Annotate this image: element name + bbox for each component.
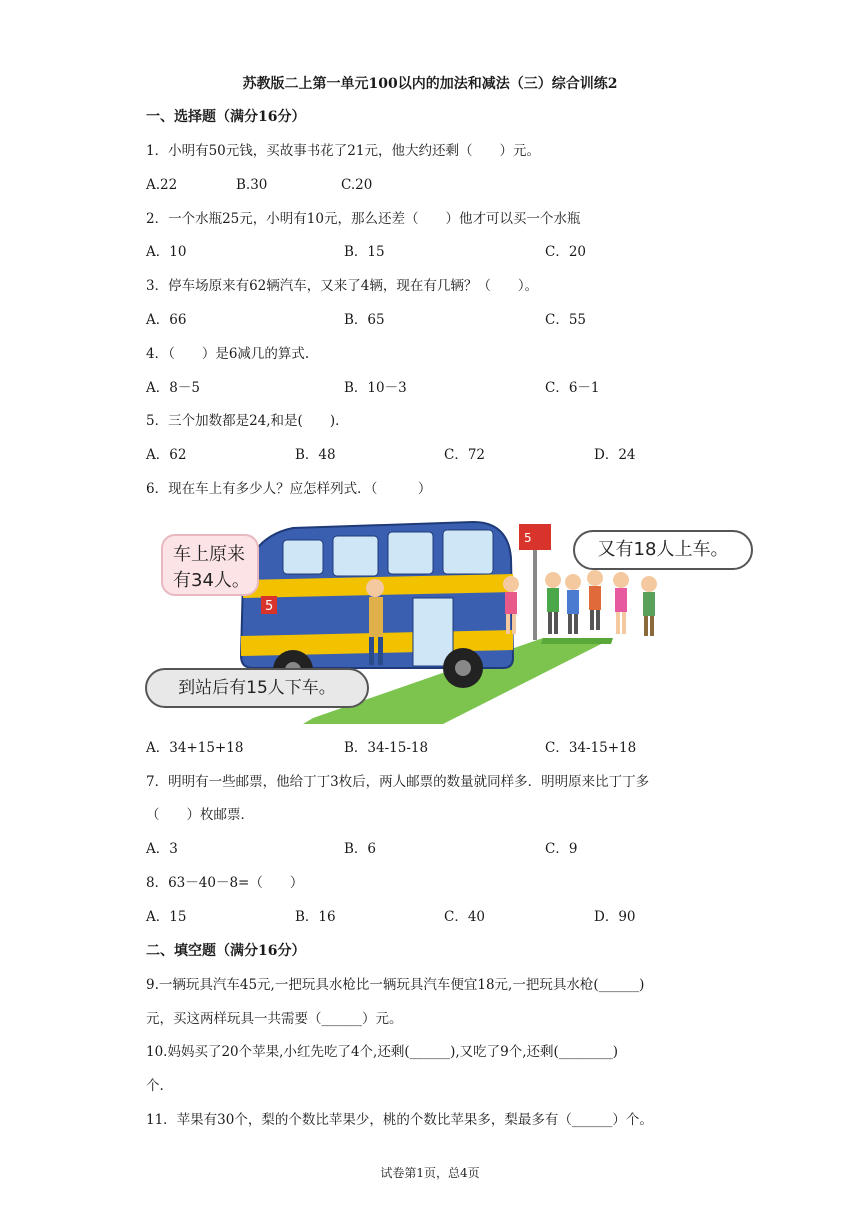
question-3: 3．停车场原来有62辆汽车，又来了4辆，现在有几辆？（ ）。 <box>146 278 539 294</box>
speech-bubble-alighting: 到站后有15人下车。 <box>145 668 369 708</box>
option-6b: B．34-15-18 <box>344 740 429 756</box>
option-1c: C.20 <box>341 177 373 193</box>
option-5b: B．48 <box>295 447 336 463</box>
option-8a: A．15 <box>146 909 187 925</box>
option-4c: C．6－1 <box>545 380 600 396</box>
question-7-line-1: 7．明明有一些邮票，他给丁丁3枚后，两人邮票的数量就同样多．明明原来比丁丁多 <box>146 774 650 790</box>
bus-number: 5 <box>265 599 274 614</box>
page-title: 苏教版二上第一单元100以内的加法和减法（三）综合训练2 <box>242 76 618 92</box>
bubble-text-line-1: 车上原来 <box>173 544 245 565</box>
option-8c: C．40 <box>444 909 486 925</box>
children-group <box>503 570 657 636</box>
question-9-line-1: 9.一辆玩具汽车45元,一把玩具水枪比一辆玩具汽车便宜18元,一把玩具水枪(______) <box>146 977 645 993</box>
page-footer: 试卷第1页，总4页 <box>380 1166 480 1180</box>
option-5c: C．72 <box>444 447 486 463</box>
question-11: 11．苹果有30个，梨的个数比苹果少，桃的个数比苹果多，梨最多有（______）个。 <box>146 1112 653 1128</box>
option-1b: B.30 <box>236 177 268 193</box>
question-1: 1．小明有50元钱，买故事书花了21元，他大约还剩（ ）元。 <box>146 143 540 159</box>
option-2c: C．20 <box>545 244 587 260</box>
bus-illustration <box>143 518 757 724</box>
speech-bubble-boarding: 又有18人上车。 <box>573 530 753 570</box>
question-7-line-2: （ ）枚邮票． <box>146 807 254 823</box>
option-2a: A．10 <box>146 244 187 260</box>
question-8: 8．63－40－8=（ ） <box>146 875 304 891</box>
option-4b: B．10－3 <box>344 380 407 396</box>
option-2b: B．15 <box>344 244 385 260</box>
option-7a: A．3 <box>146 841 178 857</box>
speech-bubble-original-passengers <box>161 534 259 596</box>
option-8d: D．90 <box>594 909 636 925</box>
section-heading-choice: 一、选择题（满分16分） <box>146 109 306 125</box>
option-3b: B．65 <box>344 312 385 328</box>
option-8b: B．16 <box>295 909 336 925</box>
option-3a: A．66 <box>146 312 187 328</box>
question-6: 6．现在车上有多少人？应怎样列式．（ ） <box>146 481 432 497</box>
option-6a: A．34+15+18 <box>146 740 244 756</box>
question-2: 2．一个水瓶25元，小明有10元，那么还差（ ）他才可以买一个水瓶 <box>146 211 581 227</box>
svg-text:5: 5 <box>524 531 532 545</box>
question-10-line-2: 个. <box>146 1078 164 1094</box>
bubble-text-line-2: 有34人。 <box>173 570 250 591</box>
section-heading-fill: 二、填空题（满分16分） <box>146 943 306 959</box>
question-5: 5．三个加数都是24,和是( )． <box>146 413 349 429</box>
option-3c: C．55 <box>545 312 587 328</box>
option-6c: C．34-15+18 <box>545 740 637 756</box>
option-7c: C．9 <box>545 841 578 857</box>
question-4: 4．（ ）是6减几的算式. <box>146 346 310 362</box>
option-7b: B．6 <box>344 841 377 857</box>
option-4a: A．8－5 <box>146 380 200 396</box>
question-9-line-2: 元，买这两样玩具一共需要（______）元。 <box>146 1011 403 1027</box>
question-10-line-1: 10.妈妈买了20个苹果,小红先吃了4个,还剩(______),又吃了9个,还剩(________) <box>146 1044 619 1060</box>
option-5d: D．24 <box>594 447 636 463</box>
option-5a: A．62 <box>146 447 187 463</box>
option-1a: A.22 <box>146 177 178 193</box>
